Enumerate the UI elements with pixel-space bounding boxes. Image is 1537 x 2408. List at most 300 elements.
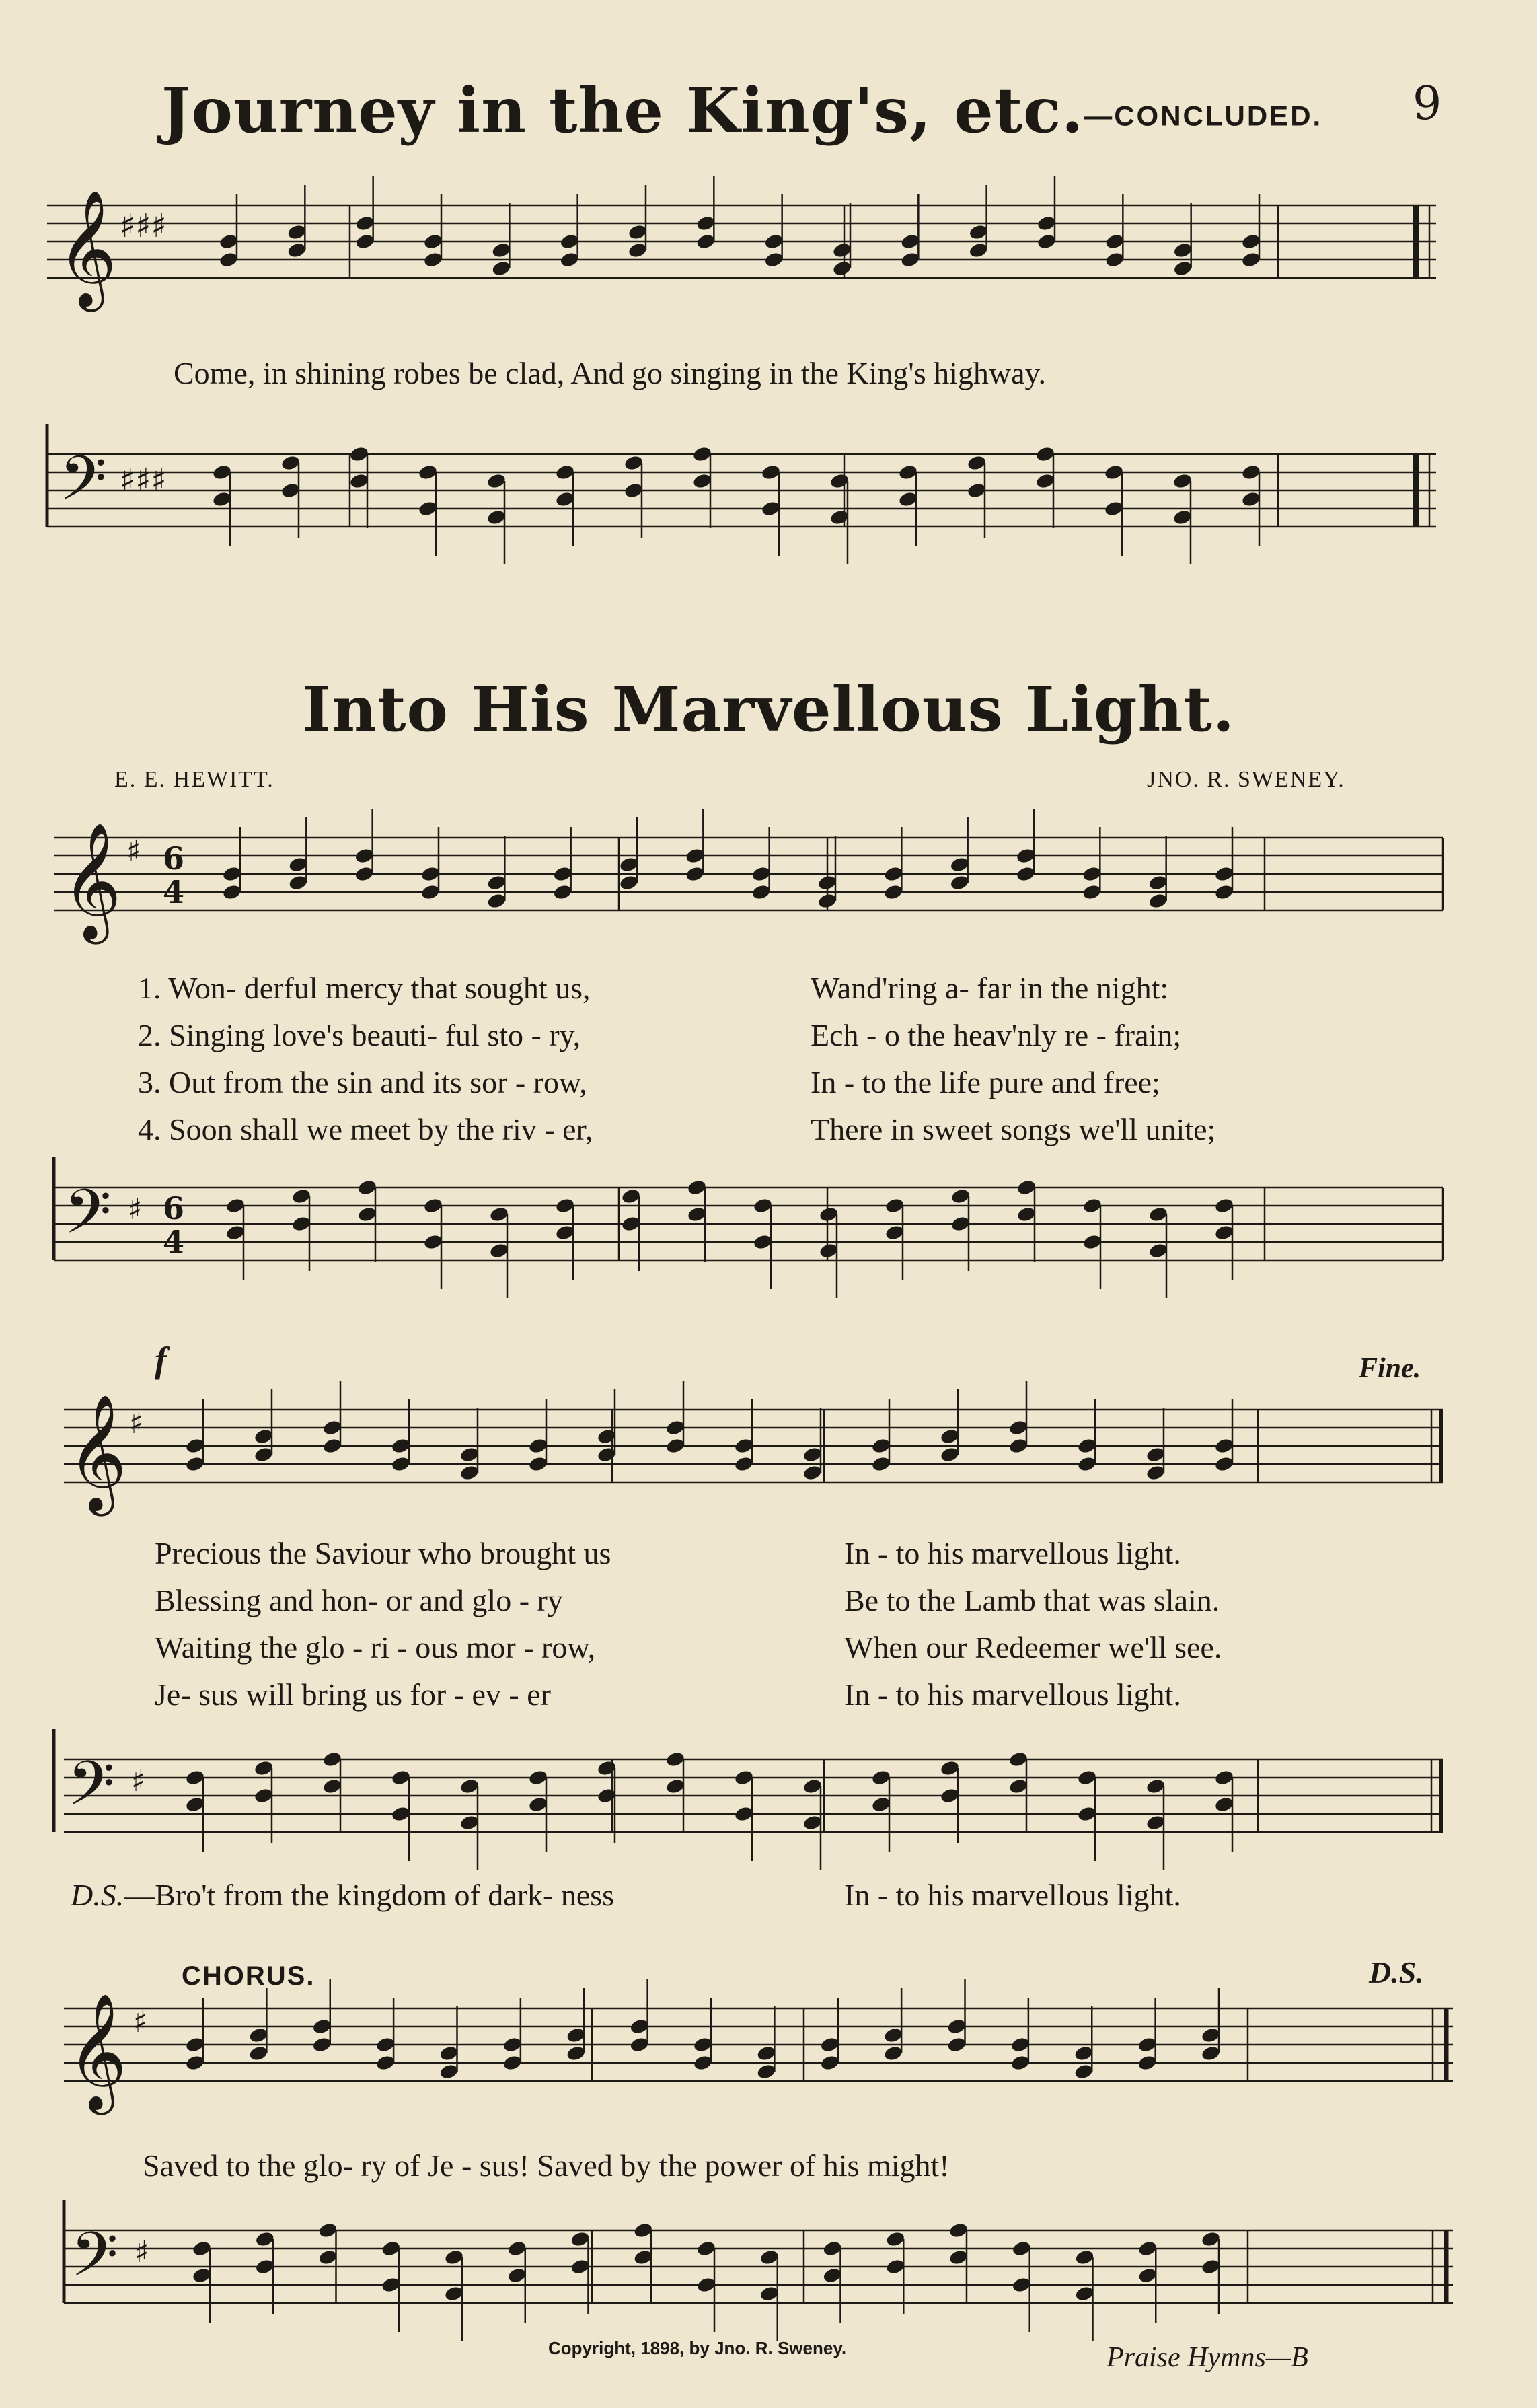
note-head	[322, 1751, 343, 1768]
note-head	[756, 2063, 777, 2080]
verse-line-right: In - to the life pure and free;	[811, 1065, 1160, 1099]
note-head	[687, 1206, 708, 1223]
note-head	[597, 1787, 617, 1804]
note-head	[555, 464, 576, 481]
note-head	[819, 2036, 840, 2053]
note-head	[1148, 1206, 1169, 1223]
note-head	[185, 2036, 206, 2053]
note-head	[621, 1215, 642, 1233]
note-head	[946, 2036, 967, 2053]
note-head	[254, 2258, 275, 2275]
chorus-lyric: Saved to the glo- ry of Je - sus! Saved by the power of his might!	[143, 2148, 950, 2183]
note-head	[1104, 500, 1125, 517]
note-head	[291, 1188, 312, 1205]
note-head	[420, 883, 441, 901]
note-head	[802, 1814, 823, 1831]
note-head	[559, 233, 580, 250]
note-head	[502, 2054, 523, 2072]
ds-lyric-left: —Bro't from the kingdom of dark- ness	[124, 1878, 615, 1912]
note-head	[1214, 883, 1235, 901]
note-head	[486, 509, 507, 526]
note-head	[486, 892, 507, 910]
note-head	[486, 472, 507, 490]
note-head	[212, 490, 233, 508]
note-head	[1172, 242, 1193, 259]
note-head	[491, 242, 512, 259]
note-head	[900, 233, 921, 250]
note-head	[832, 260, 853, 277]
note-head	[1201, 2230, 1222, 2248]
note-head	[489, 1242, 510, 1260]
continued-hymn-title: Journey in the King's, etc.—CONCLUDED.	[161, 74, 1323, 147]
note-head	[1146, 1446, 1166, 1463]
note-head	[871, 1796, 892, 1813]
note-head	[287, 223, 307, 241]
verse-line	[0, 1017, 1537, 1058]
note-head	[555, 1197, 576, 1214]
note-head	[354, 865, 375, 883]
note-head	[375, 2054, 396, 2072]
note-head	[1146, 1778, 1166, 1795]
note-head	[1137, 2267, 1158, 2284]
verse-line-left: 2. Singing love's beauti- ful sto - ry,	[138, 1018, 581, 1052]
note-head	[1074, 2285, 1095, 2302]
note-head	[1214, 1224, 1235, 1241]
note-head	[802, 1446, 823, 1463]
note-head	[254, 1446, 274, 1463]
note-head	[751, 883, 772, 901]
note-head	[759, 2249, 780, 2266]
svg-text:𝄞: 𝄞	[57, 190, 117, 307]
note-head	[1201, 2045, 1222, 2062]
note-head	[597, 1428, 617, 1445]
note-head	[940, 1787, 961, 1804]
note-head	[597, 1446, 617, 1463]
note-head	[1016, 865, 1037, 883]
note-head	[1035, 472, 1056, 490]
note-head	[354, 847, 375, 865]
time-sig-top-t2: 6	[163, 840, 185, 877]
verse-line-right: Ech - o the heav'nly re - frain;	[811, 1018, 1182, 1052]
note-head	[418, 500, 439, 517]
note-head	[248, 2027, 269, 2044]
note-head	[1148, 1242, 1169, 1260]
note-head	[1172, 509, 1193, 526]
note-head	[1016, 847, 1037, 865]
note-head	[819, 2054, 840, 2072]
note-head	[883, 2045, 904, 2062]
note-head	[357, 1179, 378, 1196]
note-head	[420, 865, 441, 883]
note-head	[280, 482, 301, 499]
note-head	[1074, 2045, 1094, 2062]
time-sig-top-b2: 6	[163, 1190, 185, 1227]
note-head	[1008, 1751, 1029, 1768]
note-head	[968, 223, 989, 241]
note-head	[354, 215, 375, 232]
note-head	[756, 2045, 777, 2062]
note-head	[185, 1769, 206, 1786]
note-head	[555, 1224, 576, 1241]
note-head	[1148, 892, 1168, 910]
dynamic-forte: f	[155, 1340, 167, 1380]
note-head	[489, 1206, 510, 1223]
note-head	[552, 865, 573, 883]
note-head	[254, 1787, 274, 1804]
note-head	[1035, 445, 1056, 463]
note-head	[1214, 865, 1235, 883]
note-head	[444, 2249, 465, 2266]
note-head	[819, 1242, 839, 1260]
note-head	[898, 490, 919, 508]
note-head	[967, 482, 987, 499]
treble-notes-1	[0, 175, 1537, 330]
note-head	[1201, 2027, 1222, 2044]
note-head	[1214, 1437, 1235, 1455]
note-head	[1082, 1197, 1103, 1214]
note-head	[322, 1778, 343, 1795]
note-head	[1137, 2036, 1158, 2053]
note-head	[1016, 1206, 1037, 1223]
note-head	[507, 2240, 527, 2257]
note-head	[291, 1215, 312, 1233]
note-head	[1104, 464, 1125, 481]
svg-text:♯: ♯	[135, 2235, 149, 2269]
note-head	[1008, 1437, 1029, 1455]
note-head	[528, 1437, 549, 1455]
note-head	[1214, 1769, 1235, 1786]
note-head	[185, 1437, 206, 1455]
note-head	[1172, 260, 1193, 277]
verse-line-right: In - to his marvellous light.	[844, 1677, 1181, 1712]
note-head	[528, 1796, 549, 1813]
note-head	[624, 482, 644, 499]
note-head	[624, 454, 644, 472]
note-head	[391, 1805, 412, 1823]
bass-notes-2	[0, 1157, 1537, 1319]
bass-notes-3	[0, 1729, 1537, 1884]
note-head	[832, 242, 853, 259]
note-head	[628, 242, 648, 259]
note-head	[665, 1419, 686, 1436]
treble-notes-2	[0, 807, 1537, 962]
note-head	[761, 464, 782, 481]
note-head	[1077, 1455, 1098, 1473]
note-head	[225, 1224, 246, 1241]
note-head	[802, 1778, 823, 1795]
note-head	[570, 2258, 591, 2275]
note-head	[822, 2240, 843, 2257]
note-head	[751, 865, 772, 883]
note-head	[761, 500, 782, 517]
svg-text:𝄞: 𝄞	[62, 822, 122, 939]
svg-text:♯: ♯	[131, 1764, 146, 1798]
note-head	[311, 2036, 332, 2053]
note-head	[696, 2240, 717, 2257]
note-head	[1010, 2036, 1031, 2053]
treble-notes-chorus	[0, 1978, 1537, 2133]
note-head	[1241, 251, 1262, 268]
note-head	[968, 242, 989, 259]
verse-line-right: In - to his marvellous light.	[844, 1536, 1181, 1570]
note-head	[381, 2276, 402, 2294]
note-head	[665, 1751, 686, 1768]
note-head	[185, 2054, 206, 2072]
note-head	[940, 1428, 961, 1445]
verse-line-right: Wand'ring a- far in the night:	[811, 971, 1169, 1005]
note-head	[566, 2045, 587, 2062]
note-head	[597, 1759, 617, 1777]
note-head	[829, 509, 850, 526]
note-head	[1074, 2249, 1095, 2266]
verse-line-right: When our Redeemer we'll see.	[844, 1630, 1222, 1665]
note-head	[254, 1428, 274, 1445]
note-head	[734, 1455, 755, 1473]
svg-text:𝄢: 𝄢	[67, 1748, 115, 1834]
note-head	[692, 445, 713, 463]
note-head	[883, 2027, 904, 2044]
note-head	[950, 1188, 971, 1205]
note-head	[381, 2240, 402, 2257]
section1-lyric: Come, in shining robes be clad, And go singing in the King's highway.	[174, 356, 1047, 390]
note-head	[871, 1769, 892, 1786]
note-head	[817, 892, 838, 910]
note-head	[802, 1464, 823, 1482]
note-head	[696, 215, 716, 232]
note-head	[883, 883, 904, 901]
copyright-notice: Copyright, 1898, by Jno. R. Sweney.	[548, 2338, 847, 2358]
note-head	[391, 1769, 412, 1786]
note-head	[254, 2230, 275, 2248]
note-head	[628, 223, 648, 241]
note-head	[570, 2230, 591, 2248]
ds-lyric-right: In - to his marvellous light.	[844, 1878, 1181, 1912]
note-head	[288, 874, 309, 891]
note-head	[566, 2027, 587, 2044]
note-head	[1077, 1437, 1098, 1455]
note-head	[375, 2036, 396, 2053]
note-head	[317, 2222, 338, 2239]
note-head	[763, 233, 784, 250]
note-head	[753, 1233, 774, 1251]
note-head	[444, 2285, 465, 2302]
note-head	[763, 251, 784, 268]
svg-text:𝄞: 𝄞	[67, 1394, 127, 1511]
svg-text:♯♯♯: ♯♯♯	[120, 207, 167, 245]
chorus-label: CHORUS.	[182, 1961, 315, 1991]
treble-notes-3	[0, 1379, 1537, 1534]
note-head	[734, 1769, 755, 1786]
note-head	[1241, 490, 1262, 508]
note-head	[734, 1805, 755, 1823]
note-head	[885, 2230, 906, 2248]
note-head	[1241, 464, 1262, 481]
note-head	[817, 874, 838, 891]
note-head	[665, 1437, 686, 1455]
note-head	[1082, 865, 1102, 883]
note-head	[898, 464, 919, 481]
verse-line	[0, 970, 1537, 1011]
verse-line	[0, 1064, 1537, 1105]
svg-text:♯: ♯	[128, 1192, 143, 1227]
note-head	[629, 2018, 650, 2035]
hymn-title: Into His Marvellous Light.	[302, 673, 1235, 745]
note-head	[693, 2036, 714, 2053]
note-head	[288, 856, 309, 873]
verse-line-right: There in sweet songs we'll unite;	[811, 1112, 1216, 1146]
note-head	[633, 2222, 654, 2239]
verse-line	[0, 1535, 1537, 1576]
note-head	[1146, 1464, 1166, 1482]
note-head	[552, 883, 573, 901]
note-head	[322, 1419, 343, 1436]
note-head	[287, 242, 307, 259]
note-head	[219, 233, 239, 250]
svg-text:𝄞: 𝄞	[67, 1993, 127, 2110]
note-head	[280, 454, 301, 472]
note-head	[1037, 215, 1057, 232]
note-head	[1011, 2276, 1032, 2294]
verse-line-left: 1. Won- derful mercy that sought us,	[138, 971, 591, 1005]
note-head	[940, 1759, 961, 1777]
note-head	[254, 1759, 274, 1777]
svg-text:♯♯♯: ♯♯♯	[120, 462, 167, 499]
svg-text:𝄢: 𝄢	[64, 1176, 112, 1262]
note-head	[900, 251, 921, 268]
note-head	[185, 1796, 206, 1813]
note-head	[885, 1224, 905, 1241]
note-head	[423, 233, 444, 250]
note-head	[1008, 1778, 1029, 1795]
note-head	[1104, 251, 1125, 268]
note-head	[192, 2267, 213, 2284]
note-head	[1082, 1233, 1103, 1251]
note-head	[1077, 1769, 1098, 1786]
note-head	[1172, 472, 1193, 490]
note-head	[439, 2063, 459, 2080]
note-head	[759, 2285, 780, 2302]
note-head	[871, 1455, 892, 1473]
note-head	[948, 2249, 969, 2266]
note-head	[528, 1769, 549, 1786]
note-head	[185, 1455, 206, 1473]
note-head	[354, 233, 375, 250]
note-head	[829, 472, 850, 490]
note-head	[885, 1197, 905, 1214]
note-head	[950, 1215, 971, 1233]
note-head	[619, 856, 640, 873]
note-head	[225, 1197, 246, 1214]
note-head	[967, 454, 987, 472]
note-head	[1146, 1814, 1166, 1831]
note-head	[1104, 233, 1125, 250]
note-head	[248, 2045, 269, 2062]
note-head	[1082, 883, 1102, 901]
verse-line	[0, 1111, 1537, 1152]
note-head	[883, 865, 904, 883]
note-head	[1214, 1197, 1235, 1214]
note-head	[734, 1437, 755, 1455]
note-head	[696, 233, 716, 250]
time-sig-bottom-t2: 4	[163, 874, 185, 910]
note-head	[1137, 2240, 1158, 2257]
note-head	[418, 464, 439, 481]
note-head	[949, 856, 970, 873]
note-head	[459, 1446, 480, 1463]
note-head	[629, 2036, 650, 2053]
note-head	[459, 1464, 480, 1482]
verse-line-left: Precious the Saviour who brought us	[155, 1536, 611, 1570]
note-head	[502, 2036, 523, 2053]
note-head	[1214, 1455, 1235, 1473]
note-head	[222, 883, 243, 901]
note-head	[1077, 1805, 1098, 1823]
note-head	[322, 1437, 343, 1455]
note-head	[946, 2018, 967, 2035]
note-head	[423, 1197, 444, 1214]
note-head	[1008, 1419, 1029, 1436]
verse-line	[0, 1677, 1537, 1717]
note-head	[1010, 2054, 1031, 2072]
note-head	[391, 1437, 412, 1455]
verse-line-left: 4. Soon shall we meet by the riv - er,	[138, 1112, 593, 1146]
note-head	[822, 2267, 843, 2284]
note-head	[633, 2249, 654, 2266]
verse-line-left: Je- sus will bring us for - ev - er	[155, 1677, 551, 1712]
time-sig-bottom-b2: 4	[163, 1224, 185, 1260]
note-head	[491, 260, 512, 277]
svg-text:♯: ♯	[126, 834, 141, 869]
note-head	[311, 2018, 332, 2035]
note-head	[1241, 233, 1262, 250]
fine-marker: Fine.	[1359, 1353, 1421, 1384]
book-footer: Praise Hymns—B	[1107, 2342, 1308, 2373]
note-head	[357, 1206, 378, 1223]
author-credit: E. E. HEWITT.	[114, 767, 274, 792]
note-head	[1148, 874, 1168, 891]
note-head	[885, 2258, 906, 2275]
note-head	[423, 251, 444, 268]
note-head	[219, 251, 239, 268]
verse-line-right: Be to the Lamb that was slain.	[844, 1583, 1220, 1617]
verse-line-left: Blessing and hon- or and glo - ry	[155, 1583, 563, 1617]
verse-line	[0, 1630, 1537, 1670]
note-head	[212, 464, 233, 481]
note-head	[753, 1197, 774, 1214]
note-head	[665, 1778, 686, 1795]
note-head	[948, 2222, 969, 2239]
verse-line-left: 3. Out from the sin and its sor - row,	[138, 1065, 587, 1099]
note-head	[528, 1455, 549, 1473]
note-head	[459, 1778, 480, 1795]
note-head	[1016, 1179, 1037, 1196]
note-head	[1214, 1796, 1235, 1813]
svg-text:♯: ♯	[133, 2005, 148, 2039]
svg-text:𝄢: 𝄢	[59, 443, 107, 529]
note-head	[1037, 233, 1057, 250]
composer-credit: JNO. R. SWENEY.	[1147, 767, 1345, 792]
note-head	[687, 1179, 708, 1196]
note-head	[317, 2249, 338, 2266]
note-head	[1074, 2063, 1094, 2080]
note-head	[391, 1455, 412, 1473]
chorus-ds-marker: D.S.	[1369, 1955, 1424, 1990]
note-head	[507, 2267, 527, 2284]
note-head	[693, 2054, 714, 2072]
ds-lyric-row	[71, 1877, 614, 1913]
ds-label: D.S.	[71, 1878, 124, 1912]
note-head	[685, 847, 706, 865]
